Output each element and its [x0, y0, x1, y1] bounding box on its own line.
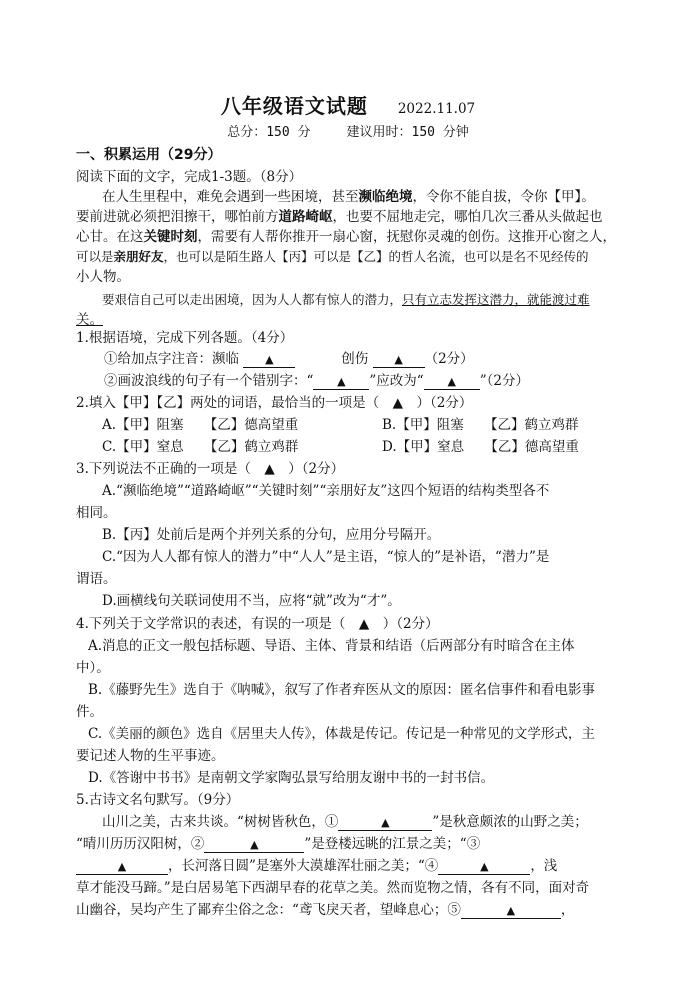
- option-c[interactable]: C.“因为人人都有惊人的潜力”中“人人”是主语，“惊人的”是补语，“潜力”是: [102, 549, 550, 565]
- answer-blank[interactable]: ▲: [424, 375, 480, 390]
- passage-line: 要前进就必须把泪擦干，哪怕前方道路崎岖，也要不屈地走完，哪怕几次三番从头做起也: [76, 209, 603, 225]
- recitation-line: 山川之美，古来共谈。“树树皆秋色，① ▲ ”是秋意颇浓的山野之美；: [102, 814, 588, 830]
- answer-blank[interactable]: ▲: [313, 375, 369, 390]
- option-a-cont: 相同。: [76, 505, 117, 521]
- exam-date: 2022.11.07: [397, 101, 476, 117]
- passage-line: 可以是亲朋好友，也可以是陌生路人【丙】可以是【乙】的哲人名流，也可以是名不见经传的: [76, 249, 589, 264]
- answer-blank[interactable]: ▲: [438, 860, 530, 875]
- suggested-time: 建议用时：150 分钟: [346, 125, 469, 140]
- passage-line: 小人物。: [76, 269, 130, 285]
- option-c-cont: 谓语。: [76, 571, 117, 587]
- total-score: 总分：150 分: [227, 125, 311, 140]
- option-b[interactable]: B.《藤野先生》选自于《呐喊》，叙写了作者弃医从文的原因：匿名信事件和看电影事: [88, 682, 595, 698]
- option-b[interactable]: B.【丙】处前后是两个并列关系的分句，应用分号隔开。: [102, 527, 441, 543]
- option-d[interactable]: D.《答谢中书书》是南朝文学家陶弘景写给朋友谢中书的一封书信。: [88, 770, 495, 786]
- question-1-part-2: ②画波浪线的句子有一个错别字：“ ▲ ”应改为“ ▲ ”（2分）: [104, 373, 529, 389]
- recitation-line: 山幽谷，吴均产生了鄙弃尘俗之念：“鸢飞戾天者，望峰息心；⑤ ▲ ，: [76, 902, 575, 918]
- answer-blank[interactable]: ▲: [243, 353, 295, 368]
- option-b[interactable]: B.【甲】阻塞 【乙】鹤立鸡群: [382, 417, 579, 433]
- answer-blank[interactable]: ▲: [373, 353, 425, 368]
- question-3-stem: 3.下列说法不正确的一项是（ ▲ ）（2分）: [76, 461, 345, 477]
- question-1-part-1: ①给加点字注音：濒临 ▲ 创伤 ▲ （2分）: [104, 351, 474, 367]
- recitation-line: “晴川历历汉阳树，② ▲ ”是登楼远眺的江景之美；“③: [76, 836, 481, 852]
- option-c[interactable]: C.《美丽的颜色》选自《居里夫人传》，体裁是传记。传记是一种常见的文学形式，主: [88, 726, 595, 742]
- option-a[interactable]: A.【甲】阻塞 【乙】德高望重: [102, 417, 299, 433]
- passage-intro: 阅读下面的文字，完成1-3题。（8分）: [76, 169, 303, 185]
- passage-line: 关。: [76, 312, 103, 328]
- option-a-cont: 中）。: [76, 660, 110, 676]
- recitation-line: ▲ ，长河落日圆”是塞外大漠雄浑壮丽之美；“④ ▲ ，浅: [76, 856, 557, 876]
- option-b-cont: 件。: [76, 704, 103, 720]
- passage-line: 心甘。在这关键时刻，需要有人帮你推开一扇心窗，抚慰你灵魂的创伤。这推开心窗之人，: [76, 229, 616, 245]
- option-d[interactable]: D.【甲】窒息 【乙】德高望重: [382, 439, 579, 455]
- option-c-cont: 要记述人物的生平事迹。: [76, 748, 225, 764]
- option-a[interactable]: A.“濒临绝境”“道路崎岖”“关键时刻”“亲朋好友”这四个短语的结构类型各不: [102, 483, 550, 499]
- option-c[interactable]: C.【甲】窒息 【乙】鹤立鸡群: [102, 439, 299, 455]
- answer-blank[interactable]: ▲: [338, 816, 432, 831]
- answer-blank[interactable]: ▲: [76, 860, 168, 875]
- underlined-sentence: 只有立志发挥这潜力，就能渡过难: [402, 292, 590, 307]
- question-5-stem: 5.古诗文名句默写。（9分）: [76, 792, 240, 808]
- option-d[interactable]: D.画横线句关联词使用不当，应将“就”改为“才”。: [102, 593, 401, 609]
- question-2-stem: 2.填入【甲】【乙】两处的词语，最恰当的一项是（ ▲ ）（2分）: [76, 395, 473, 411]
- question-4-stem: 4.下列关于文学常识的表述，有误的一项是（ ▲ ）（2分）: [76, 616, 439, 632]
- exam-title-row: [0, 90, 696, 119]
- recitation-line: 草才能没马蹄。”是白居易笔下西湖早春的花草之美。然而览物之情，各有不同，面对奇: [76, 880, 590, 896]
- exam-title: 八年级语文试题: [220, 94, 368, 118]
- exam-meta: [0, 121, 696, 140]
- question-1-stem: 1.根据语境，完成下列各题。（4分）: [76, 330, 294, 346]
- answer-blank[interactable]: ▲: [204, 838, 304, 853]
- passage-line: 在人生里程中，难免会遇到一些困境，甚至濒临绝境，令你不能自拔，令你【甲】。: [102, 189, 595, 205]
- answer-blank[interactable]: ▲: [461, 904, 561, 919]
- passage-line: 要艰信自己可以走出困境，因为人人都有惊人的潜力，只有立志发挥这潜力，就能渡过难: [102, 292, 590, 307]
- option-a[interactable]: A.消息的正文一般包括标题、导语、主体、背景和结语（后两部分有时暗含在主体: [88, 638, 575, 654]
- section-title: 一、积累运用（29分）: [76, 147, 222, 163]
